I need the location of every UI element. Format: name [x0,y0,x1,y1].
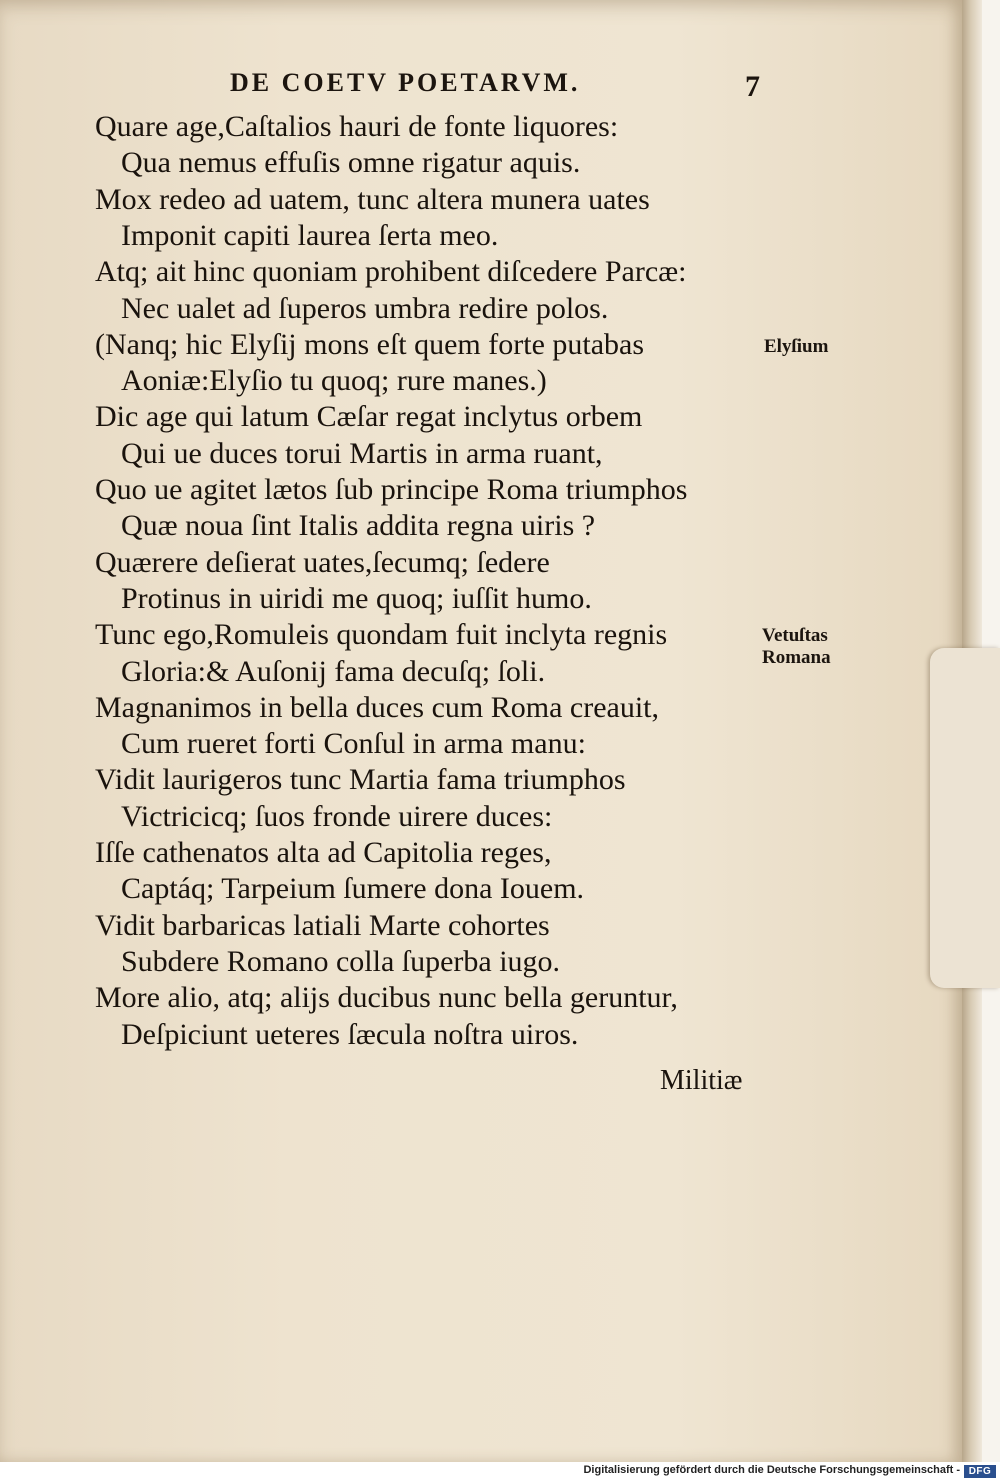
show-through-line [700,110,900,146]
show-through-line [700,758,900,794]
show-through-line [700,1010,900,1046]
show-through-line [700,686,900,722]
verse-line: Quæ noua ſint Italis addita regna uiris ? [121,509,596,543]
verse-line: Cum rueret forti Conſul in arma manu: [121,727,586,761]
marginal-note-elysium: Elyſium [764,336,829,357]
show-through-line [700,866,900,902]
verse-line: Tunc ego,Romuleis quondam fuit inclyta regnis [95,618,668,652]
verse-line: Quare age,Caſtalios hauri de fonte liquores: [95,110,619,143]
show-through-line [700,470,900,506]
verse-line: Victricicq; ſuos fronde uirere duces: [121,799,553,833]
verse-line: More alio, atq; alijs ducibus nunc bella geruntur, [95,981,678,1015]
verse-line: Qua nemus effuſis omne rigatur aquis. [121,146,581,180]
show-through-line [700,542,900,578]
verse-line: Iſſe cathenatos alta ad Capitolia reges, [95,836,552,869]
verse-line: Vidit laurigeros tunc Martia fama triumphos [95,763,626,797]
show-through-line [700,902,900,938]
verse-line: Atq; ait hinc quoniam prohibent diſcedere Parcæ: [95,255,687,289]
show-through-line [700,254,900,290]
verse-line: (Nanq; hic Elyſij mons eſt quem forte putabas [95,327,645,361]
show-through-line [700,938,900,974]
show-through-line [700,794,900,830]
running-title: DE COETV POETARVM. [230,68,581,97]
show-through-line [700,182,900,218]
dfg-logo: DFG [964,1465,996,1478]
show-through-line [700,506,900,542]
marginal-note-line: Vetuſtas [762,625,828,646]
show-through-line [700,290,900,326]
verse-line: Captáq; Tarpeium ſumere dona Iouem. [121,872,585,906]
bookmark-tab [930,648,1000,988]
verse-line: Mox redeo ad uatem, tunc altera munera uates [95,182,650,216]
verse-line: Magnanimos in bella duces cum Roma creauit, [95,690,660,724]
catchword: Militiæ [660,1065,743,1096]
verse-line: Aoniæ:Elyſio tu quoq; rure manes.) [121,364,547,398]
show-through-line [700,830,900,866]
verse-line: Qui ue duces torui Martis in arma ruant, [121,436,603,470]
show-through-line [700,398,900,434]
show-through-line [700,362,900,398]
show-through-line [700,722,900,758]
show-through-line [700,218,900,254]
verse-line: Imponit capiti laurea ſerta meo. [121,218,499,252]
show-through-line [700,578,900,614]
funding-credit: Digitalisierung gefördert durch die Deutsche Forschungsgemeinschaft - [583,1464,960,1476]
folio-number: 7 [745,70,760,103]
verse-line: Quo ue agitet lætos ſub principe Roma triumphos [95,473,688,506]
verse-line: Subdere Romano colla ſuperba iugo. [121,944,561,978]
digitization-footer [0,1462,1000,1481]
verse-line: Gloria:& Auſonij fama decuſq; ſoli. [121,654,546,688]
verse-line: Deſpiciunt ueteres ſæcula noſtra uiros. [121,1017,579,1051]
verse-line: Nec ualet ad ſuperos umbra redire polos. [121,291,609,325]
marginal-note-vetustas [762,625,831,669]
show-through-line [700,434,900,470]
show-through-text [700,110,900,1110]
verse-line: Quærere deſierat uates,ſecumq; ſedere [95,545,550,579]
verse-line: Dic age qui latum Cæſar regat inclytus orbem [95,400,643,434]
marginal-note-line: Romana [762,647,831,668]
verse-line: Protinus in uiridi me quoq; iuſſit humo. [121,581,592,615]
verse-line: Vidit barbaricas latiali Marte cohortes [95,908,550,942]
show-through-line [700,146,900,182]
show-through-line [700,974,900,1010]
